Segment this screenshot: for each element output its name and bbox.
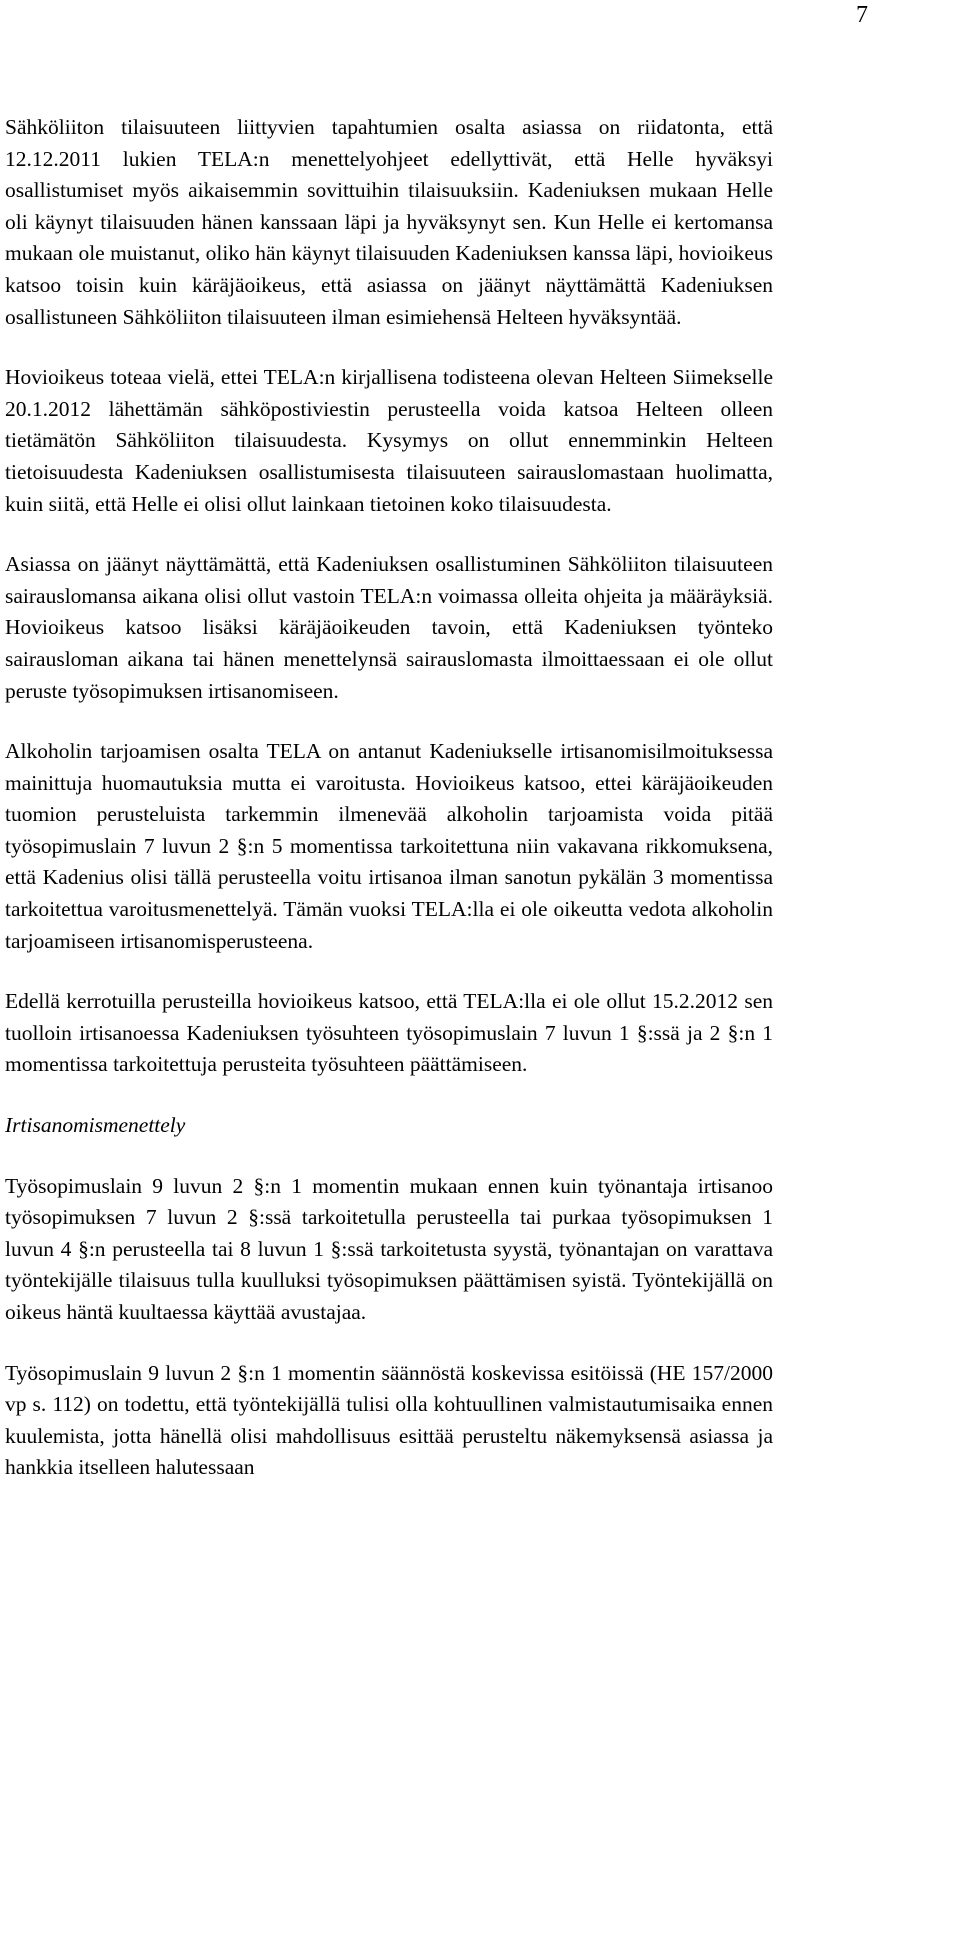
section-paragraph-2: Työsopimuslain 9 luvun 2 §:n 1 momentin säännöstä koskevissa esitöissä (HE 157/2000 vp s. 112) on todettu, että työntekijällä tulisi olla kohtuullinen valmistautumisaika ennen kuulemista, jotta hänellä olisi mahdollisuus esittää perusteltu näkemyksensä asiassa ja hankkia itselleen halutessaan [5,1360,773,1480]
paragraph-spacer [5,957,773,986]
paragraph-spacer [5,1142,773,1171]
paragraph-2: Hovioikeus toteaa vielä, ettei TELA:n kirjallisena todisteena olevan Helteen Siimekselle 20.1.2012 lähettämän sähköpostiviestin perusteella voida katsoa Helteen olleen tietämätön Sähköliiton tilaisuudesta. Kysymys on ollut ennemminkin Helteen tietoisuudesta Kadeniuksen osallistumisesta tilaisuuteen sairauslomastaan huolimatta, kuin siitä, että Helle ei olisi ollut lainkaan tietoinen koko tilaisuudesta. [5,365,773,516]
paragraph-5: Edellä kerrotuilla perusteilla hovioikeus katsoo, että TELA:lla ei ole ollut 15.2.2012 sen tuolloin irtisanoessa Kadeniuksen työsuhteen työsopimuslain 7 luvun 1 §:ssä ja 2 §:n 1 momentissa tarkoitettuja perusteita työsuhteen päättämiseen. [5,989,773,1077]
section-heading: Irtisanomismenettely [5,1113,186,1138]
paragraph-3: Asiassa on jäänyt näyttämättä, että Kadeniuksen osallistuminen Sähköliiton tilaisuuteen sairauslomansa aikana olisi ollut vastoin TELA:n voimassa olleita ohjeita ja määräyksiä. Hovioikeus katsoo lisäksi käräjäoikeuden tavoin, että Kadeniuksen työnteko sairausloman aikana tai hänen menettelynsä sairauslomasta ilmoittaessaan ei ole ollut peruste työsopimuksen irtisanomiseen. [5,552,773,703]
paragraph-1: Sähköliiton tilaisuuteen liittyvien tapahtumien osalta asiassa on riidatonta, että 12.12.2011 lukien TELA:n menettelyohjeet edellyttivät, että Helle hyväksyi osallistumiset myös aikaisemmin sovittuihin tilaisuuksiin. Kadeniuksen mukaan Helle oli käynyt tilaisuuden hänen kanssaan läpi ja hyväksynyt sen. Kun Helle ei kertomansa mukaan ole muistanut, oliko hän käynyt tilaisuuden Kadeniuksen kanssa läpi, hovioikeus katsoo toisin kuin käräjäoikeus, että asiassa on jäänyt näyttämättä Kadeniuksen osallistuneen Sähköliiton tilaisuuteen ilman esimiehensä Helteen hyväksyntää. [5,115,773,329]
paragraph-4: Alkoholin tarjoamisen osalta TELA on antanut Kadeniukselle irtisanomisilmoituksessa mainittuja huomautuksia mutta ei varoitusta. Hovioikeus katsoo, ettei käräjäoikeuden tuomion perusteluista tarkemmin ilmenevää alkoholin tarjoamista voida pitää työsopimuslain 7 luvun 2 §:n 5 momentissa tarkoitettuna niin vakavana rikkomuksena, että Kadenius olisi tällä perusteella voitu irtisanoa ilman sanotun pykälän 3 momentissa tarkoitettua varoitusmenettelyä. Tämän vuoksi TELA:lla ei ole oikeutta vedota alkoholin tarjoamiseen irtisanomisperusteena. [5,739,773,953]
paragraph-spacer [5,1081,773,1110]
section-paragraph-1: Työsopimuslain 9 luvun 2 §:n 1 momentin mukaan ennen kuin työnantaja irtisanoo työsopimuksen 7 luvun 2 §:ssä tarkoitetulla perusteella tai purkaa työsopimuksen 1 luvun 4 §:n perusteella tai 8 luvun 1 §:ssä tarkoitetusta syystä, työnantajan on varattava työntekijälle tilaisuus tulla kuulluksi työsopimuksen päättämisen syistä. Työntekijällä on oikeus häntä kuultaessa käyttää avustajaa. [5,1173,773,1324]
paragraph-spacer [5,520,773,549]
document-body [5,112,773,1484]
paragraph-spacer [5,333,773,362]
page-number: 7 [856,2,868,28]
paragraph-spacer [5,1329,773,1358]
paragraph-spacer [5,707,773,736]
